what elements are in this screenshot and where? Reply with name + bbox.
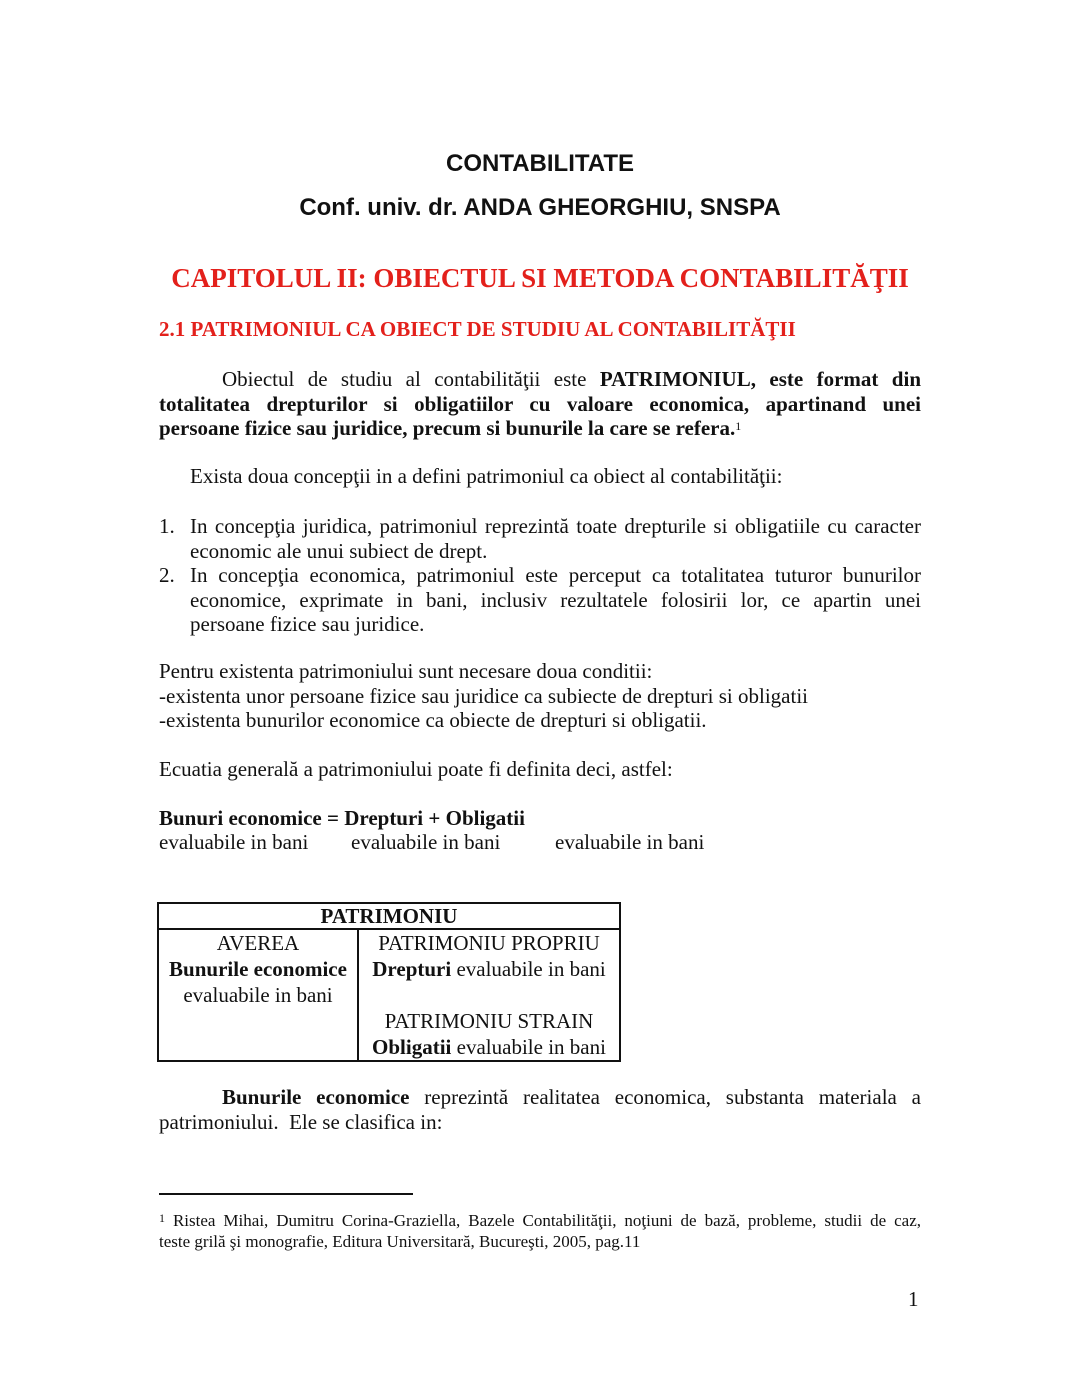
conditions-block: Pentru existenta patrimoniului sunt necesare doua conditii: -existenta unor persoane fizice sau juridice ca subiecte de drepturi si obligatii -existenta bunurilor economice ca obiecte de drepturi si obligatii. (159, 659, 809, 732)
author-line: Conf. univ. dr. ANDA GHEORGHIU, SNSPA (299, 194, 781, 221)
list-item: 1. In concepţia juridica, patrimoniul reprezintă toate drepturile si obligatiile cu caracter economic ale unui subiect de drept. (159, 514, 921, 563)
chapter-title: CAPITOLUL II: OBIECTUL SI METODA CONTABILITĂŢII (171, 263, 909, 293)
patrimoniu-table (157, 902, 621, 1062)
footnote-separator (159, 1193, 413, 1195)
paragraph-line: Obiectul de studiu al contabilităţii este PATRIMONIUL, este format din (222, 367, 921, 391)
list-item: 2. In concepţia economica, patrimoniul este perceput ca totalitatea tuturor bunurilor economice, exprimate in bani, inclusiv rezultatele folosirii lor, ce apartin unei persoane fizice sau juridice. (159, 563, 921, 636)
paragraph-conceptii: Exista doua concepţii in a defini patrimoniul ca obiect al contabilităţii: (190, 464, 783, 488)
paragraph-line: totalitatea drepturilor si obligatiilor cu valoare economica, apartinand unei (159, 391, 921, 416)
section-title: 2.1 PATRIMONIUL CA OBIECT DE STUDIU AL CONTABILITĂŢII (159, 317, 796, 341)
equation-sub-1: evaluabile in bani (159, 830, 309, 854)
paragraph-bunurile-economice: Bunurile economice reprezintă realitatea economica, substanta materiala a patrimoniului. Ele se clasifica in: (159, 1085, 921, 1134)
footnote-ref[interactable]: 1 (735, 419, 742, 433)
condition-item: -existenta bunurilor economice ca obiecte de drepturi si obligatii. (159, 708, 707, 732)
footnote: $^1$ Ristea Mihai, Dumitru Corina-Graziella, Bazele Contabilităţii, noţiuni de bază, probleme, studii de caz, teste grilă şi monografie, Editura Universitară, Bucureşti, 2005, pag.11 (159, 1211, 921, 1251)
paragraph-patrimoniu-definition (159, 367, 921, 441)
table-cell-averea: AVEREA Bunurile economice evaluabile in bani (158, 929, 358, 1061)
table-cell-patrimoniu-propriu-strain: PATRIMONIU PROPRIU Drepturi evaluabile in bani PATRIMONIU STRAIN Obligatii evaluabile in bani (358, 929, 620, 1061)
table-header: PATRIMONIU (158, 903, 620, 929)
document-title: CONTABILITATE (446, 150, 634, 177)
equation-sub-3: evaluabile in bani (555, 830, 705, 854)
conceptii-list (159, 514, 921, 637)
page-number: 1 (908, 1287, 919, 1311)
equation-sub-2: evaluabile in bani (351, 830, 501, 854)
term-patrimoniul: PATRIMONIUL (599, 367, 751, 391)
equation-formula: Bunuri economice = Drepturi + Obligatii (159, 806, 525, 830)
footnote-number: 1 (159, 1211, 165, 1225)
equation-intro: Ecuatia generală a patrimoniului poate fi definita deci, astfel: (159, 757, 673, 781)
paragraph-line: persoane fizice sau juridice, precum si bunurile la care se refera.$^1$ (159, 416, 742, 440)
condition-item: -existenta unor persoane fizice sau juridice ca subiecte de drepturi si obligatii (159, 683, 809, 708)
